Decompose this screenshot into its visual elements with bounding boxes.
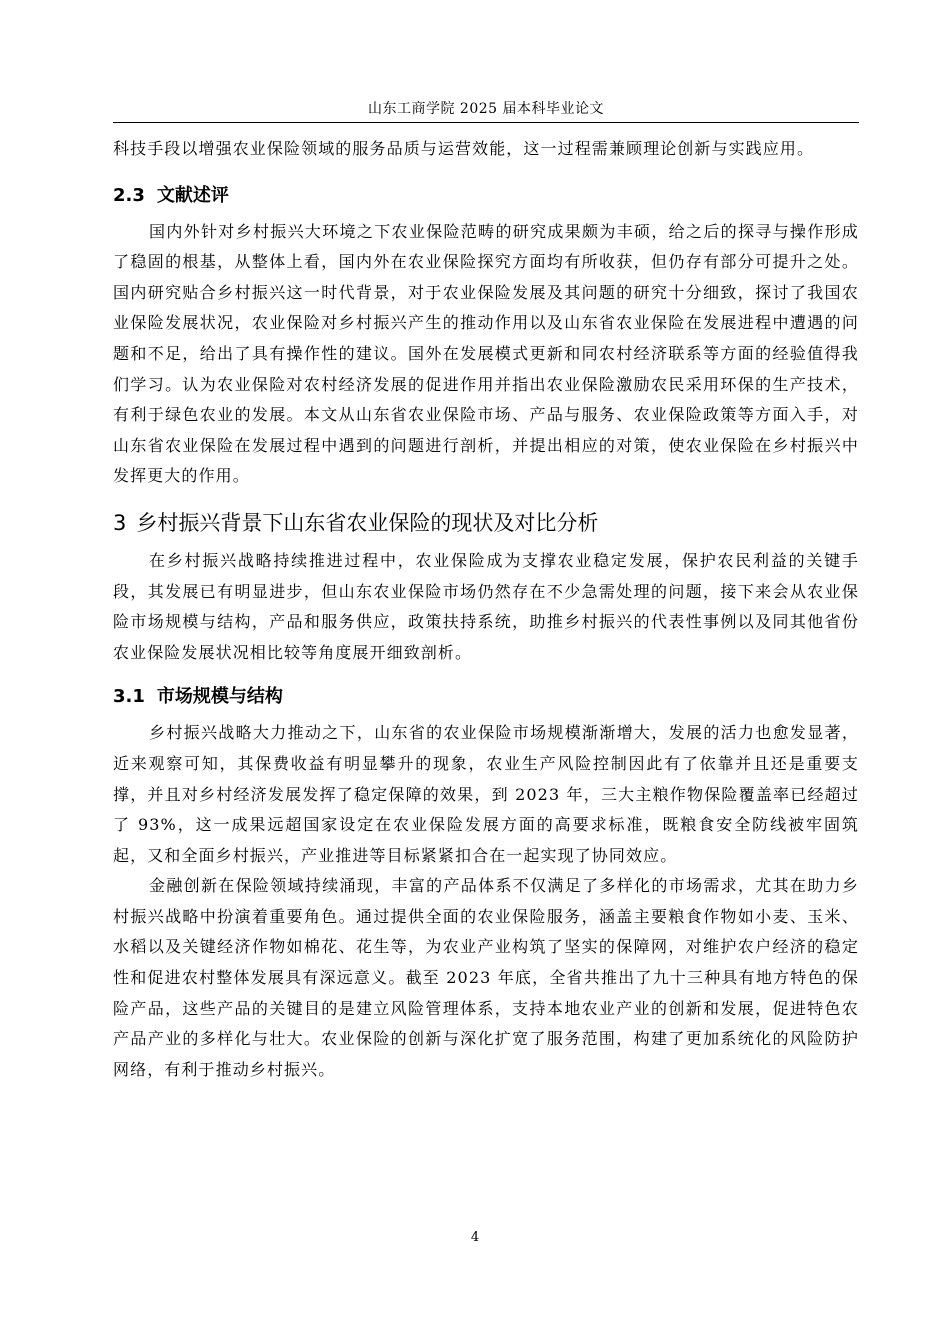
page-number: 4 <box>470 1230 480 1245</box>
paragraph-financial-innovation: 金融创新在保险领域持续涌现，丰富的产品体系不仅满足了多样化的市场需求，尤其在助力乡村振兴战略中扮演着重要角色。通过提供全面的农业保险服务，涵盖主要粮食作物如小麦、玉米、水稻以及关键经济作物如棉花、花生等，为农业产业构筑了坚实的保障网，对维护农户经济的稳定性和促进农村整体发展具有深远意义。截至 2023 年底，全省共推出了九十三种具有地方特色的保险产品，这些产品的关键目的是建立风险管理体系，支持本地农业产业的创新和发展，促进特色农产品产业的多样化与壮大。农业保险的创新与深化扩宽了服务范围，构建了更加系统化的风险防护网络，有利于推动乡村振兴。 <box>113 876 859 1079</box>
paragraph-market-scale: 乡村振兴战略大力推动之下，山东省的农业保险市场规模渐渐增大，发展的活力也愈发显著，近来观察可知，其保费收益有明显攀升的现象，农业生产风险控制因此有了依靠并且还是重要支撑，并且对乡村经济发展发挥了稳定保障的效果，到 2023 年，三大主粮作物保险覆盖率已经超过了 93%，这一成果远超国家设定在农业保险发展方面的高要求标准，既粮食安全防线被牢固筑起，又和全面乡村振兴，产业推进等目标紧紧扣合在一起实现了协同效应。 <box>113 723 859 865</box>
chapter-number: 3 <box>113 510 127 535</box>
section-heading-3-1 <box>113 686 859 708</box>
section-heading-2-3 <box>113 185 859 207</box>
running-header: 山东工商学院 2025 届本科毕业论文 <box>367 101 605 117</box>
paragraph-chapter-intro: 在乡村振兴战略持续推进过程中，农业保险成为支撑农业稳定发展，保护农民利益的关键手段，其发展已有明显进步，但山东农业保险市场仍然存在不少急需处理的问题，接下来会从农业保险市场规模与结构，产品和服务供应，政策扶持系统，助推乡村振兴的代表性事例以及同其他省份农业保险发展状况相比较等角度展开细致剖析。 <box>113 550 859 662</box>
chapter-title: 乡村振兴背景下山东省农业保险的现状及对比分析 <box>136 510 599 535</box>
header-rule <box>113 122 859 123</box>
chapter-heading-3 <box>113 510 859 536</box>
section-number: 3.1 <box>113 686 145 708</box>
page-content <box>113 134 859 1085</box>
section-title: 市场规模与结构 <box>156 686 283 708</box>
section-number: 2.3 <box>113 184 145 206</box>
section-title: 文献述评 <box>156 184 229 206</box>
paragraph-literature-review: 国内外针对乡村振兴大环境之下农业保险范畴的研究成果颇为丰硕，给之后的探寻与操作形成了稳固的根基，从整体上看，国内外在农业保险探究方面均有所收获，但仍存有部分可提升之处。国内研究贴合乡村振兴这一时代背景，对于农业保险发展及其问题的研究十分细致，探讨了我国农业保险发展状况，农业保险对乡村振兴产生的推动作用以及山东省农业保险在发展进程中遭遇的问题和不足，给出了具有操作性的建议。国外在发展模式更新和同农村经济联系等方面的经验值得我们学习。认为农业保险对农村经济发展的促进作用并指出农业保险激励农民采用环保的生产技术，有利于绿色农业的发展。本文从山东省农业保险市场、产品与服务、农业保险政策等方面入手，对山东省农业保险在发展过程中遇到的问题进行剖析，并提出相应的对策，使农业保险在乡村振兴中发挥更大的作用。 <box>113 221 859 486</box>
paragraph-continued: 科技手段以增强农业保险领域的服务品质与运营效能，这一过程需兼顾理论创新与实践应用。 <box>113 139 815 158</box>
